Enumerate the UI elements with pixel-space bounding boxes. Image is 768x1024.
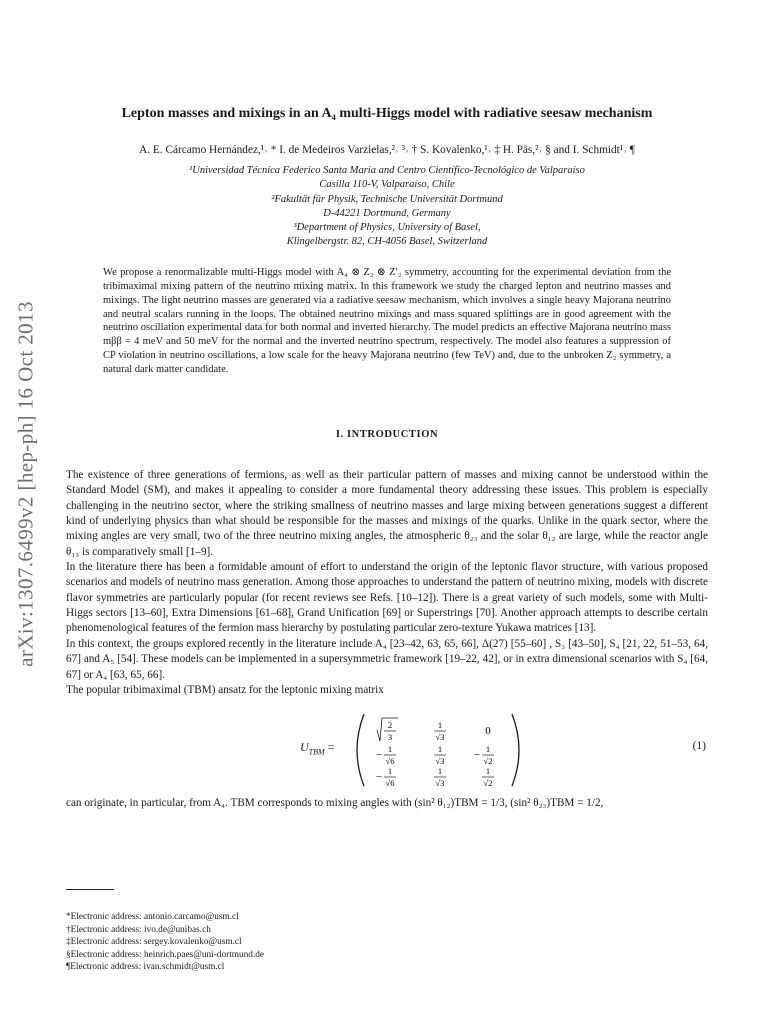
matrix-denominator: √2 <box>483 756 493 767</box>
affiliation-line: Casilla 110-V, Valparaíso, Chile <box>319 179 455 191</box>
matrix-denominator: √3 <box>435 732 445 743</box>
footnote: †Electronic address: ivo.de@unibas.ch <box>66 924 211 935</box>
equation-1 <box>66 710 708 790</box>
footnote: §Electronic address: heinrich.paes@uni-dortmund.de <box>66 949 265 960</box>
matrix-numerator: 1 <box>437 744 443 755</box>
equation-lhs: $U_{TBM}$ = <box>300 740 335 757</box>
footnotes <box>66 911 264 974</box>
tbm-matrix <box>348 712 528 788</box>
paragraph: In the literature there has been a formidable amount of effort to understand the origin of the leptonic flavor structure, with various proposed scenarios and models of neutrino mass generation. Among those approaches to understand the pattern of neutrino mixing, models with discrete flavor symmetries are particularly popular (for recent reviews see Refs. [10–12]). There is a great variety of such models, some with Multi-Higgs sectors [13–60], Extra Dimensions [61–68], Grand Unification [69] or Superstrings [70]. Another approach attempts to describe certain phenomenological features of the fermion mass hierarchy by postulating particular zero-texture Yukawa matrices [13]. <box>66 561 708 635</box>
affiliation-line: ²Fakultät für Physik, Technische Universität Dortmund <box>271 193 503 205</box>
right-paren <box>512 714 519 786</box>
footnote: ¶Electronic address: ivan.schmidt@usm.cl <box>66 962 225 973</box>
affiliation-line: D-44221 Dortmund, Germany <box>323 207 451 219</box>
section-heading: I. INTRODUCTION <box>335 429 439 441</box>
matrix-denominator: 3 <box>387 732 393 743</box>
introduction-body <box>66 468 708 698</box>
author-list: A. E. Cárcamo Hernández,¹˒ * I. de Medeiros Varzielas,²˒ ³˒ † S. Kovalenko,¹˒ ‡ H. Päs,²˒ § and I. Schmidt¹˒ ¶ <box>139 144 635 156</box>
left-paren <box>357 714 364 786</box>
matrix-numerator: 1 <box>437 766 443 777</box>
paper-title: Lepton masses and mixings in an A₄ multi-Higgs model with radiative seesaw mechanism <box>121 106 653 121</box>
matrix-sign: − <box>375 771 383 784</box>
matrix-entry: 0 <box>485 725 491 738</box>
paragraph: The popular tribimaximal (TBM) ansatz for the leptonic mixing matrix <box>66 683 384 696</box>
matrix-sign: − <box>375 749 383 762</box>
post-equation-text: can originate, in particular, from A₄. TBM corresponds to mixing angles with (sin² θ₁₂)TBM = 1/3, (sin² θ₂₃)TBM = 1/2, <box>66 797 604 810</box>
paper-page <box>66 104 708 812</box>
matrix-numerator: 1 <box>437 720 443 731</box>
affiliation-line: ³Department of Physics, University of Basel, <box>293 222 481 234</box>
matrix-numerator: 1 <box>485 744 491 755</box>
footnote-rule <box>66 889 114 890</box>
affiliation-block <box>66 164 708 250</box>
matrix-numerator: 2 <box>387 720 393 731</box>
arxiv-identifier: arXiv:1307.6499v2 [hep-ph] 16 Oct 2013 <box>13 300 38 667</box>
arxiv-side-stamp <box>6 276 46 691</box>
matrix-denominator: √2 <box>483 778 493 789</box>
abstract: We propose a renormalizable multi-Higgs model with A₄ ⊗ Z₂ ⊗ Z′₂ symmetry, accounting for the experimental deviation from the tribimaximal mixing pattern of the neutrino mixing matrix. In this framework we study the charged lepton and neutrino masses and mixings. The light neutrino masses are generated via a radiative seesaw mechanism, which involves a single heavy Majorana neutrino and neutral scalars running in the loops. The obtained neutrino mixings and mass squared splittings are in good agreement with the neutrino oscillation experimental data for both normal and inverted hierarchy. The model predicts an effective Majorana neutrino mass mββ = 4 meV and 50 meV for the normal and the inverted neutrino spectrum, respectively. The model also features a suppression of CP violation in neutrino oscillations, a low scale for the heavy Majorana neutrino (few TeV) and, due to the unbroken Z₂ symmetry, a natural dark matter candidate. <box>103 266 671 376</box>
affiliation-line: Klingelbergstr. 82, CH-4056 Basel, Switzerland <box>286 236 488 248</box>
matrix-numerator: 1 <box>387 744 393 755</box>
footnote: *Electronic address: antonio.carcamo@usm.cl <box>66 912 239 922</box>
matrix-denominator: √6 <box>385 756 395 767</box>
matrix-denominator: √3 <box>435 756 445 767</box>
matrix-denominator: √6 <box>385 778 395 789</box>
footnote: ‡Electronic address: sergey.kovalenko@usm.cl <box>66 937 242 948</box>
equation-number: (1) <box>692 740 706 753</box>
matrix-sign: − <box>473 749 481 762</box>
matrix-numerator: 1 <box>485 766 491 777</box>
paragraph: In this context, the groups explored recently in the literature include A₄ [23–42, 63, 65, 66], Δ(27) [55–60] , S₃ [43–50], S₄ [21, 22, 51–53, 64, 67] and A₅ [54]. These models can be implemented in a supersymmetric framework [19–22, 42], or in extra dimensional scenarios with S₄ [64, 67] or A₄ [63, 65, 66]. <box>66 637 708 681</box>
matrix-numerator: 1 <box>387 766 393 777</box>
matrix-denominator: √3 <box>435 778 445 789</box>
paragraph: The existence of three generations of fermions, as well as their particular pattern of masses and mixing cannot be understood within the Standard Model (SM), and makes it appealing to consider a more fundamental theory addressing these issues. This problem is especially challenging in the neutrino sector, where the striking smallness of neutrino masses and large mixing between generations suggest a different kind of underlying physics than what should be responsible for the masses and mixings of the quarks. Unlike in the quark sector, where the mixing angles are very small, two of the three neutrino mixing angles, the atmospheric θ₂₃ and the solar θ₁₂ are large, while the reactor angle θ₁₃ is comparatively small [1–9]. <box>66 469 708 558</box>
affiliation-line: ¹Universidad Técnica Federico Santa María and Centro Científico-Tecnológico de Valparaíso <box>189 165 585 176</box>
